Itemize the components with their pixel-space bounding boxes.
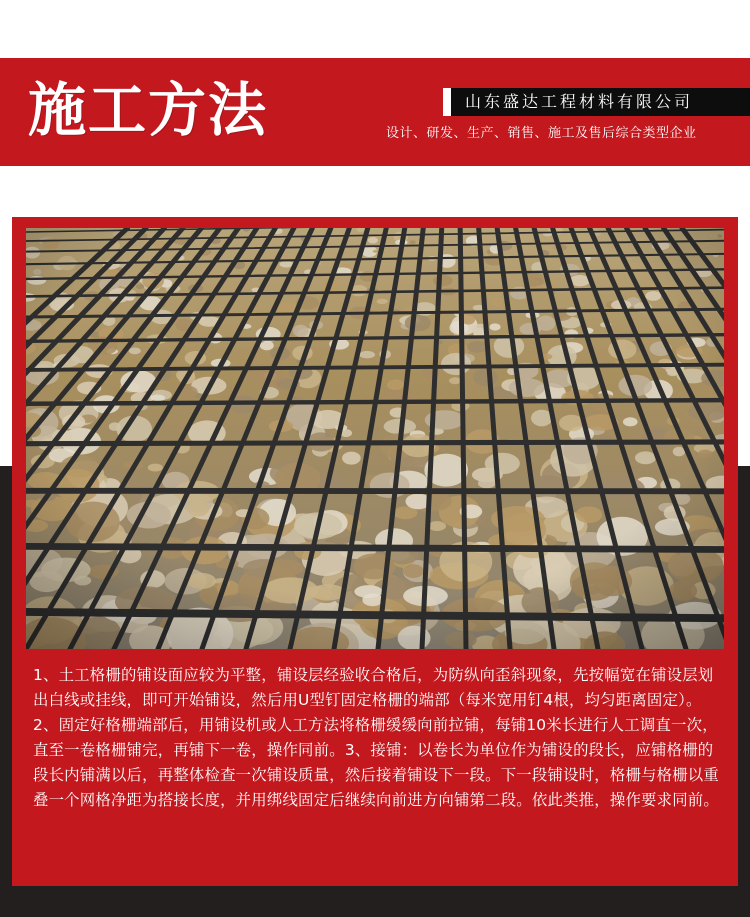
construction-method-text [33, 649, 723, 813]
top-margin [0, 0, 750, 58]
content-card [12, 217, 738, 886]
paragraph-2: 2、固定好格栅端部后，用铺设机或人工方法将格栅缓缓向前拉铺，每铺10米长进行人工调直一次，直至一卷格栅铺完，再铺下一卷，操作同前。3、接铺：以卷长为单位作为铺设的段长，应铺格栅的段长内铺满以后，再整体检查一次铺设质量，然后接着铺设下一段。下一段铺设时，格栅与格栅以重叠一个网格净距为搭接长度，并用绑线固定后继续向前进方向铺第二段。依此类推，操作要求同前。 [33, 716, 719, 809]
paragraph-1: 1、土工格栅的铺设面应较为平整，铺设层经验收合格后，为防纵向歪斜现象，先按幅宽在铺设层划出白线或挂线，即可开始铺设，然后用U型钉固定格栅的端部（每米宽用钉4根，均匀距离固定）。 [33, 666, 714, 709]
geogrid-photo [26, 228, 724, 649]
company-name: 山东盛达工程材料有限公司 [443, 88, 750, 116]
page-title: 施工方法 [28, 76, 269, 144]
header-banner [0, 58, 750, 166]
company-tagline: 设计、研发、生产、销售、施工及售后综合类型企业 [386, 126, 697, 141]
geogrid-illustration [26, 228, 724, 649]
